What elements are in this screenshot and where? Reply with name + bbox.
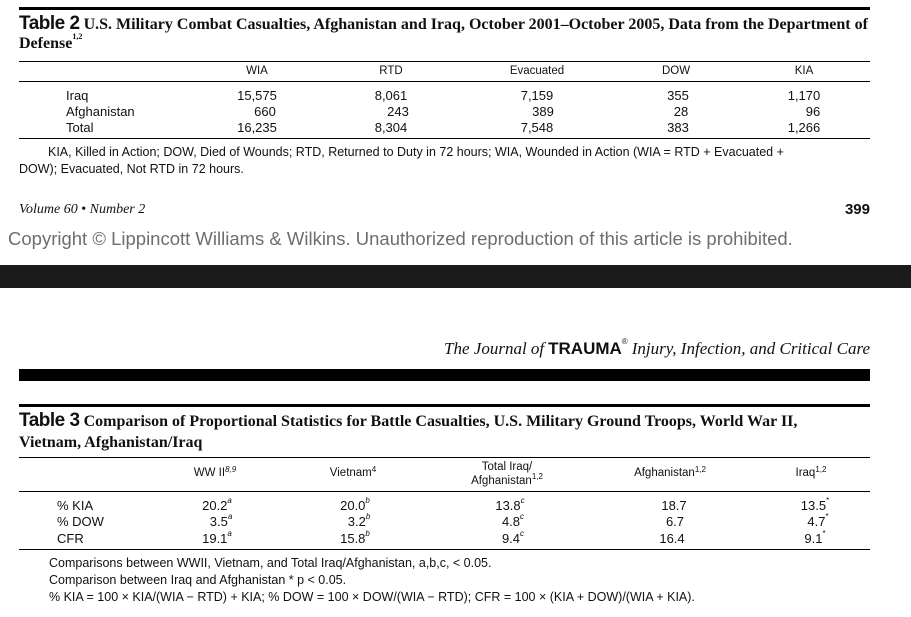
journal-prefix: The Journal of [444,339,545,358]
table2-cell: 355 [667,88,689,103]
journal-reg: ® [621,337,628,346]
table3-cell: 20.2$^a$ [202,496,232,513]
table3-header-rule-top [19,457,870,458]
table2-cell: 16,235 [237,120,277,135]
table2-title-sup: 1,2 [72,32,83,41]
table3-cell: 13.5* [800,496,830,513]
col-label: Iraq [795,467,816,479]
table2-row-label: Iraq [66,88,89,103]
number-text: Number 2 [89,202,146,217]
table2-col-wia: WIA [246,65,268,77]
table3-note-2: Comparison between Iraq and Afghanistan * p < 0.05. [49,573,347,587]
table3-cell: 9.1* [804,529,826,546]
table3-cell: 3.2$^b$ [347,512,371,529]
col-label: WW II [193,467,226,479]
table3-cell: 3.5$^a$ [209,512,233,529]
table3-col-ww2 [145,467,285,479]
table3-note-1: Comparisons between WWII, Vietnam, and Total Iraq/Afghanistan, a,b,c, < 0.05. [49,556,492,570]
table3-title [19,411,879,452]
table3-col-vietnam [283,467,423,479]
table3-cell: 4.8$^c$ [501,512,525,529]
table2-header-rule-top [19,61,870,62]
bullet: • [81,202,87,217]
table2-row-label: Afghanistan [66,104,135,119]
table2-footnote-line1: KIA, Killed in Action; DOW, Died of Wounds; RTD, Returned to Duty in 72 hours; WIA, Wounded in Action (WIA = RTD + Evacuated + [48,145,784,159]
table2-label: Table 2 [19,13,80,34]
table3-cell: 15.8$^b$ [340,529,370,546]
col-label-line2: Afghanistan [471,475,532,487]
table3-cell: 16.4 [659,531,685,546]
table3-cell: 19.1$^a$ [202,529,232,546]
journal-suffix: Injury, Infection, and Critical Care [631,339,870,358]
table3-cell: 20.0$^b$ [340,496,370,513]
col-sup: 8,9 [225,465,237,474]
table2-cell: 660 [254,104,276,119]
table2-col-kia: KIA [794,65,814,77]
table2-cell: 389 [532,104,554,119]
col-sup: 1,2 [531,472,543,481]
table3-col-afghanistan [600,467,740,479]
table2-col-evacuated: Evacuated [509,65,565,77]
table2-cell: 96 [805,104,821,119]
journal-header [300,339,870,359]
col-sup: 4 [371,465,377,474]
table2-footnote-line2: DOW); Evacuated, Not RTD in 72 hours. [19,162,244,176]
table3-cell: 13.8$^c$ [495,496,525,513]
table3-row-label: CFR [57,531,84,546]
journal-header-bar [19,369,870,381]
table3-cell: 4.7* [807,512,829,529]
table2-title-text: U.S. Military Combat Casualties, Afghanistan and Iraq, October 2001–October 2005, Data from the Department of Defense [19,16,868,52]
table2-col-dow: DOW [661,65,691,77]
table2-cell: 243 [387,104,409,119]
table2-cell: 7,159 [520,88,554,103]
table2-cell: 7,548 [520,120,554,135]
volume-text: Volume 60 [19,202,78,217]
table2-cell: 28 [673,104,689,119]
table3-body-rule [19,549,870,550]
table3-title-line1: Comparison of Proportional Statistics for Battle Casualties, U.S. Military Ground Troops, World War II, [83,413,798,430]
table2-cell: 383 [667,120,689,135]
copyright-notice: Copyright © Lippincott Williams & Wilkins. Unauthorized reproduction of this article is prohibited. [8,228,793,249]
table2-col-rtd: RTD [379,65,403,77]
table3-col-iraq [741,467,881,479]
table3-cell: 18.7 [661,498,687,513]
table3-label: Table 3 [19,410,80,431]
table2-top-rule [19,7,870,10]
col-label: Vietnam [329,467,372,479]
table2-cell: 8,061 [374,88,408,103]
table3-row-label: % KIA [57,498,94,513]
page-divider [0,265,911,288]
table3-header-rule-bottom [19,491,870,492]
page-footer-volume [19,202,145,218]
table2-title [19,14,870,53]
table2-header-rule-bottom [19,81,870,82]
table2-body-rule [19,138,870,139]
page-number: 399 [844,201,870,218]
table3-cell: 9.4$^c$ [501,529,525,546]
table2-row-label: Total [66,120,94,135]
table3-note-3: % KIA = 100 × KIA/(WIA − RTD) + KIA; % DOW = 100 × DOW/(WIA − RTD); CFR = 100 × (KIA + DOW)/(WIA + KIA). [49,590,695,604]
table3-cell: 6.7 [665,514,685,529]
table2-cell: 8,304 [374,120,408,135]
table2-cell: 1,170 [787,88,821,103]
col-sup: 1,2 [694,465,706,474]
table3-title-line2: Vietnam, Afghanistan/Iraq [19,434,203,451]
col-label: Afghanistan [634,467,695,479]
table3-row-label: % DOW [57,514,104,529]
table2-cell: 1,266 [787,120,821,135]
col-sup: 1,2 [815,465,827,474]
table2-cell: 15,575 [237,88,277,103]
table3-top-rule [19,404,870,407]
col-label-line1: Total Iraq/ [481,461,533,473]
table3-col-total [437,460,577,488]
journal-name: TRAUMA [548,339,622,358]
